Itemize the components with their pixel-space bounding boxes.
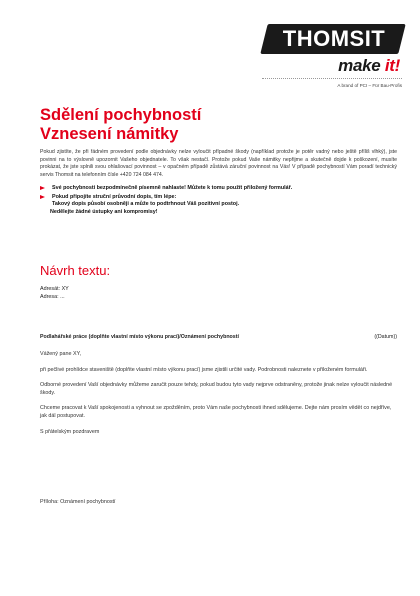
brand-note: A brand of PCI – Für Bau-Profis — [337, 83, 402, 88]
attachment-note: Příloha: Oznámení pochybností — [40, 499, 116, 505]
address-line: Adresa: ... — [40, 293, 65, 300]
bullet-text: Pokud připojíte struční průvodní dopis, tím lépe: — [52, 194, 177, 201]
intro-paragraph: Pokud zjistíte, že při řádném provedení podle objednávky nelze vyloučit případné škody (například protože je potěr vadný nebo ještě příliš vlhký), jste povinni na to výslovně upozornit Vašeho objednatele. To však nestačí. Protože pokud Vaše námitky nepřijme a skutečně dojde k poškození, musíte prokázat, že jste splnili svou ohlašovací povinnost – v opačném případě zůstává záruční povinnost na Vás! V případě pochybností Vám poradí technický servis Thomsit na telefonním čísle +420 724 084 474. — [40, 149, 397, 178]
title-line-1: Sdělení pochybností — [40, 106, 202, 124]
subject-text: Podlahářské práce (doplňte vlastní místo výkonu prací)/Oznámení pochybností — [40, 334, 239, 340]
bullet-list — [40, 185, 390, 218]
letter-subject — [40, 334, 397, 340]
tagline-accent: it! — [384, 56, 400, 75]
letter-paragraph: při pečlivé prohlídce staveniště (doplňte vlastní místo výkonu prací) jsme zjistili určité vady. Podrobnosti naleznete v přiloženém formuláři. — [40, 366, 368, 373]
page-title — [40, 106, 340, 144]
bullet-text: Své pochybnosti bezpodmínečně písemně nahlaste! Můžete k tomu použít přiložený formulář. — [52, 185, 293, 191]
bullet-subline: Takový dopis působí osobněji a může to podtrhnout Váš pozitivní postoj. — [52, 201, 240, 208]
bullet-item — [40, 185, 390, 192]
letter-paragraph: Odborné provedení Vaší objednávky můžeme zaručit pouze tehdy, pokud budou tyto vady nejprve odstraněny, protože jinak nelze vyloučit následné škody. — [40, 382, 393, 396]
tagline-main: make — [338, 56, 385, 75]
letter-body — [40, 351, 397, 444]
logo-divider — [262, 78, 402, 79]
bullet-item — [40, 194, 390, 216]
letter-greeting: Vážený pane XY, — [40, 351, 81, 357]
recipient-line: Adresát: XY — [40, 286, 69, 292]
letter-paragraph: Chceme pracovat k Vaší spokojenosti a vyhnout se zpožděním, proto Vám naše pochybnosti ihned sdělujeme. Dejte nám prosím vědět co nejdříve, jak dál postupovat. — [40, 405, 392, 419]
draft-heading: Návrh textu: — [40, 263, 111, 278]
brand-tagline — [300, 56, 400, 76]
brand-logo: THOMSIT — [282, 26, 386, 51]
date-placeholder: ((Datum)) — [374, 334, 397, 340]
letter-closing: S přátelským pozdravem — [40, 428, 100, 435]
title-line-2: Vznesení námitky — [40, 125, 179, 143]
bullet-arrow-icon — [40, 195, 45, 199]
bullet-subline: Nedělejte žádné ústupky ani kompromisy! — [50, 208, 158, 215]
address-block — [40, 286, 69, 301]
bullet-arrow-icon — [40, 186, 45, 190]
